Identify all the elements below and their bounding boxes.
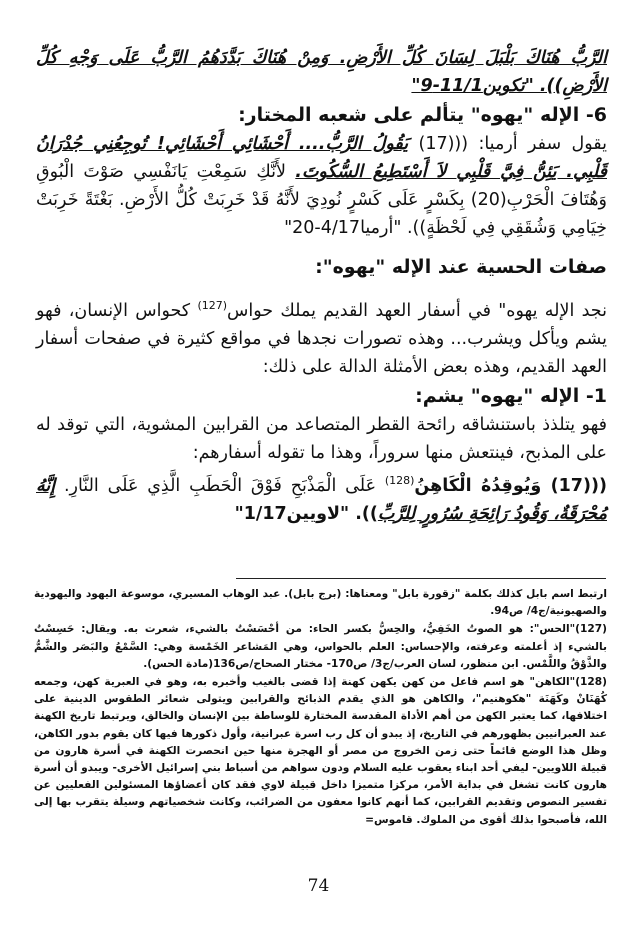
genesis-quote: الرَّبُّ هُنَاكَ بَلْبَلَ لِسَانَ كُلِّ الأَرْضِ. وَمِنْ هُنَاكَ بَدَّدَهُمُ الرَّبُّ عَلَى وَجْهِ كُلِّ الأَرْضِ)). "تكوين11/1-9" xyxy=(36,48,607,96)
jeremiah-intro: يقول سفر أرميا: (((17) xyxy=(418,134,607,154)
main-text xyxy=(36,44,607,528)
jeremiah-paragraph xyxy=(36,130,607,242)
heading-1: 1- الإله "يهوه" يشم: xyxy=(415,384,607,407)
footnote-ref-128: (128) xyxy=(384,473,415,487)
footnote-128: (128)"الكاهن" هو اسم فاعل من كهن يكهن كهنة إذا قضى بالغيب وأخبره به، وهو في العبرية كهن، وجمعه كُهَنَانْ وكَهَنَة "هكوهنيم"، والكاهن هو الذي يقدم الذبائح والقرابين ويتولى شعائر الطقوس الدينية على اختلافها، كما يعتبر الكهن من أهم الأداة المقدسة المختارة للوساطة بين الإنسان والخالق، ويرتبط تاريخ الكهنة عند العبرانيين بظهورهم في التاريخ، إذ يبدو أن كل رب اسرة عبرانية، وأول ذكورها فيها كان يقوم بدور الكاهن، وظل هذا الوضع قائماً حتى زمن الخروج من مصر أو الهجرة منها حين انحصرت الكهنة في أسرة هارون من قبيلة اللاويين- ليفي أحد ابناء يعقوب عليه السلام ودون سواهم من أسباط بني إسرائيل الأخرى- ويبدو أن أسرة هارون كانت تشغل في بداية الأمر، مركزا متميزا داخل قبيلة لاوي فقد كان أعضاؤها المسئولين الفعليين عن تفسير النصوص وتقديم القرابين، كما أنهم كانوا معفون من الضرائب، وكانت شخصياتهم وسيلة يتقرب بها إلى الله، فأصبحوا بذلك أقوى من الملوك. قاموس= xyxy=(34,676,607,826)
leviticus-quote xyxy=(36,467,607,528)
footnotes xyxy=(34,586,607,830)
leviticus-text-a: (((17) وَيُوقِدُهُ الْكَاهِنُ xyxy=(414,475,607,496)
heading-sifat: صفات الحسية عند الإله "يهوه": xyxy=(315,256,607,278)
page-number: 74 xyxy=(307,876,330,896)
heading-6: 6- الإله "يهوه" يتألم على شعبه المختار: xyxy=(238,104,607,126)
jeremiah-rest: لأَنَّكِ سَمِعْتِ يَانَفْسِي صَوْتَ الْبُوقِ وَهُتَافَ الْحَرْبِ(20) بِكَسْرٍ عَلَى كَسْرٍ نُودِيَ لأَنَّهُ قَدْ خَرِبَتْ كُلُّ الأَرْضِ. بَغْتَةً خَرِبَتْ خِيَامِي وَشُقَقِي فِي لَحْظَةٍ)). "أرميا4/17-20" xyxy=(36,162,607,238)
footnote-ref-127: (127) xyxy=(197,299,228,312)
senses-text-b: كحواس الإنسان، فهو يشم ويأكل ويشرب... وهذه تصورات نجدها في مواقع كثيرة في صفحات أسفار العهد القديم، وهذه بعض الأمثلة الدالة على ذلك: xyxy=(36,300,607,377)
footnote-divider xyxy=(236,578,606,579)
footnote-babel: ارتبط اسم بابل كذلك بكلمة "زقورة بابل" ومعناها: (برج بابل). عبد الوهاب المسيري، موسوعة اليهود واليهودية والصهيونية/ج4/ ص94. xyxy=(34,588,607,618)
senses-paragraph xyxy=(36,292,607,381)
leviticus-end: )). "لاويين1/17" xyxy=(234,503,378,524)
jeremiah-underlined: يَقُولُ الرَّبُّ.... أَحْشَائِي أَحْشَائِي! تُوجِعُنِي جُدْرَانُ قَلْبِي. يَئِنُّ فِيَّ قَلْبِي لاَ أَسْتَطِيعُ السُّكُوتَ. xyxy=(36,134,607,182)
spacer xyxy=(36,282,607,292)
senses-text-a: نجد الإله يهوه" في أسفار العهد القديم يملك حواس xyxy=(227,300,607,321)
leviticus-text-b: عَلَى الْمَذْبَحِ فَوْقَ الْحَطَبِ الَّذِي عَلَى النَّارِ. xyxy=(63,475,377,496)
spacer xyxy=(36,242,607,252)
footnote-127: (127)"الحس": هو الصوتُ الخَفِيُّ، والحِسُّ بكسر الحاء: من أحْسَسْتُ بالشيء، شعرت به. ويقال: حَسِسْتُ بالشيء إذ أعلمته وعرفته، والإحساس: العلم بالحواس، وهي المَشاعر الخَمْسة وهي: السَّمْعُ والبَصَر والشَّمُّ والذَّوْقُ واللَّمْس. ابن منظور، لسان العرب/ج3/ ص170- مختار الصحاح/ص136(مادة الحس). xyxy=(34,623,607,670)
leviticus-underlined: إِنَّهُ مُحْرَقَةٌ، وَقُودُ رَائِحَةِ سُرُورٍ لِلرَّبِّ xyxy=(36,475,607,524)
smell-paragraph: فهو يتلذذ باستنشاقه رائحة القطر المتصاعد من القرابين المشوية، التي توقد له على المذبح، فينتعش منها سروراً، وهذا ما تقوله أسفارهم: xyxy=(36,414,607,463)
